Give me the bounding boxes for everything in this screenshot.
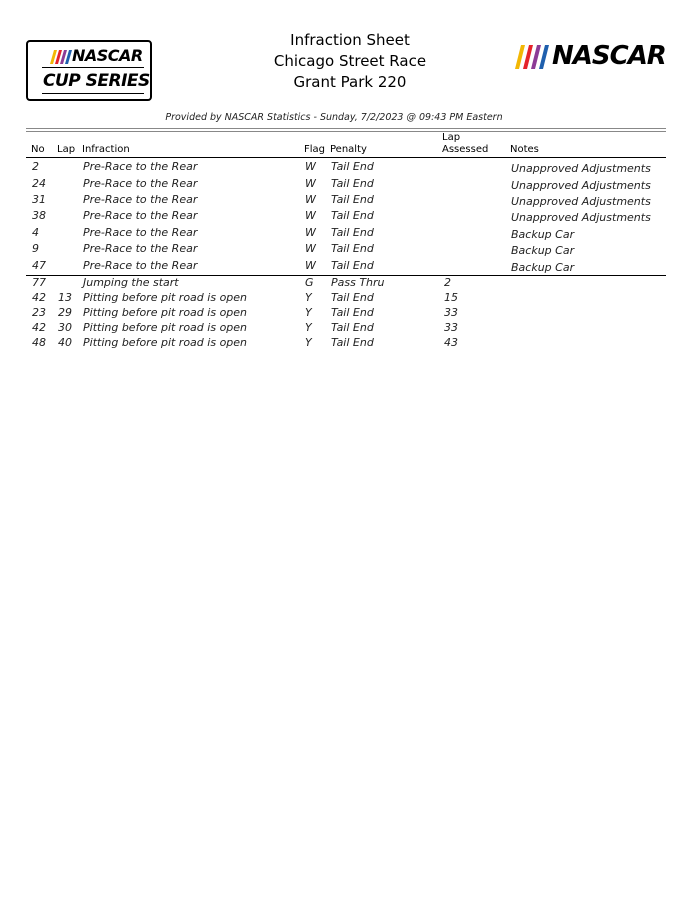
cell-flag: W: [305, 226, 316, 239]
table-row: [0, 258, 700, 274]
table-row: [0, 290, 700, 306]
cell-lap-assessed: 33: [444, 306, 458, 319]
column-header-lap-assessed-line1: Lap: [442, 132, 461, 143]
column-header-infraction: Infraction: [82, 144, 130, 155]
table-row: [0, 192, 700, 208]
provided-by-line: Provided by NASCAR Statistics - Sunday, 7/2/2023 @ 09:43 PM Eastern: [165, 112, 503, 123]
cell-no: 4: [32, 226, 39, 239]
table-row: [0, 320, 700, 336]
cell-no: 38: [32, 209, 46, 222]
logo-divider: [42, 67, 144, 68]
cell-penalty: Pass Thru: [331, 276, 385, 289]
cell-no: 77: [32, 276, 46, 289]
table-row: [0, 275, 700, 291]
cell-penalty: Tail End: [331, 160, 374, 173]
cell-lap: 13: [58, 291, 72, 304]
cell-lap-assessed: 43: [444, 336, 458, 349]
column-header-penalty: Penalty: [330, 144, 367, 155]
cell-flag: W: [305, 209, 316, 222]
cell-notes: Unapproved Adjustments: [511, 162, 651, 175]
cell-infraction: Pitting before pit road is open: [83, 321, 248, 334]
cell-lap-assessed: 2: [444, 276, 451, 289]
nascar-logo: [514, 43, 664, 71]
cell-lap-assessed: 15: [444, 291, 458, 304]
cell-flag: Y: [305, 336, 312, 349]
cell-penalty: Tail End: [331, 336, 374, 349]
divider: [26, 131, 666, 132]
logo-divider: [42, 93, 144, 94]
cell-penalty: Tail End: [331, 259, 374, 272]
table-row: [0, 159, 700, 175]
cell-lap: 29: [58, 306, 72, 319]
cell-notes: Backup Car: [511, 261, 575, 274]
table-row: [0, 225, 700, 241]
logo-cup-series-word: CUP SERIES: [43, 71, 150, 91]
cell-lap-assessed: 33: [444, 321, 458, 334]
cell-infraction: Pre-Race to the Rear: [83, 193, 198, 206]
cell-notes: Backup Car: [511, 244, 575, 257]
cell-flag: W: [305, 242, 316, 255]
cell-penalty: Tail End: [331, 209, 374, 222]
cell-infraction: Pre-Race to the Rear: [83, 160, 198, 173]
cell-flag: W: [305, 259, 316, 272]
cup-series-logo: [26, 40, 152, 101]
nascar-logo-word: NASCAR: [552, 41, 666, 71]
cell-no: 42: [32, 321, 46, 334]
cell-penalty: Tail End: [331, 177, 374, 190]
cell-lap: 30: [58, 321, 72, 334]
column-header-no: No: [31, 144, 45, 155]
nascar-stripes-icon: [514, 45, 554, 69]
cell-notes: Backup Car: [511, 228, 575, 241]
race-name: Chicago Street Race: [273, 52, 427, 70]
cell-infraction: Jumping the start: [83, 276, 179, 289]
cell-penalty: Tail End: [331, 226, 374, 239]
cell-notes: Unapproved Adjustments: [511, 195, 651, 208]
table-row: [0, 208, 700, 224]
cell-infraction: Pitting before pit road is open: [83, 291, 248, 304]
cell-no: 47: [32, 259, 46, 272]
cell-infraction: Pre-Race to the Rear: [83, 209, 198, 222]
table-row: [0, 305, 700, 321]
cell-no: 31: [32, 193, 46, 206]
cell-penalty: Tail End: [331, 306, 374, 319]
cell-no: 2: [32, 160, 39, 173]
cell-penalty: Tail End: [331, 321, 374, 334]
cell-penalty: Tail End: [331, 291, 374, 304]
cell-flag: Y: [305, 291, 312, 304]
cell-flag: W: [305, 160, 316, 173]
cell-infraction: Pre-Race to the Rear: [83, 259, 198, 272]
table-row: [0, 335, 700, 351]
cell-no: 24: [32, 177, 46, 190]
cell-infraction: Pre-Race to the Rear: [83, 226, 198, 239]
cell-penalty: Tail End: [331, 193, 374, 206]
table-row: [0, 241, 700, 257]
cell-flag: Y: [305, 321, 312, 334]
cell-flag: G: [305, 276, 314, 289]
event-name: Grant Park 220: [293, 73, 407, 91]
column-header-lap-assessed-line2: Assessed: [442, 144, 489, 155]
cell-no: 23: [32, 306, 46, 319]
cell-notes: Unapproved Adjustments: [511, 211, 651, 224]
cell-flag: W: [305, 177, 316, 190]
title-block: [200, 30, 500, 93]
nascar-stripes-icon: [50, 50, 74, 64]
header-divider: [26, 157, 666, 158]
cell-infraction: Pitting before pit road is open: [83, 306, 248, 319]
cell-lap: 40: [58, 336, 72, 349]
table-row: [0, 176, 700, 192]
cell-no: 48: [32, 336, 46, 349]
cell-flag: Y: [305, 306, 312, 319]
page-title: Infraction Sheet: [290, 31, 410, 49]
divider: [26, 128, 666, 129]
cell-penalty: Tail End: [331, 242, 374, 255]
cell-infraction: Pitting before pit road is open: [83, 336, 248, 349]
column-header-notes: Notes: [510, 144, 539, 155]
cell-notes: Unapproved Adjustments: [511, 179, 651, 192]
cell-no: 9: [32, 242, 39, 255]
cell-no: 42: [32, 291, 46, 304]
cell-infraction: Pre-Race to the Rear: [83, 177, 198, 190]
logo-nascar-word: NASCAR: [72, 46, 143, 65]
cell-infraction: Pre-Race to the Rear: [83, 242, 198, 255]
column-header-flag: Flag: [304, 144, 326, 155]
cell-flag: W: [305, 193, 316, 206]
column-header-lap: Lap: [57, 144, 76, 155]
